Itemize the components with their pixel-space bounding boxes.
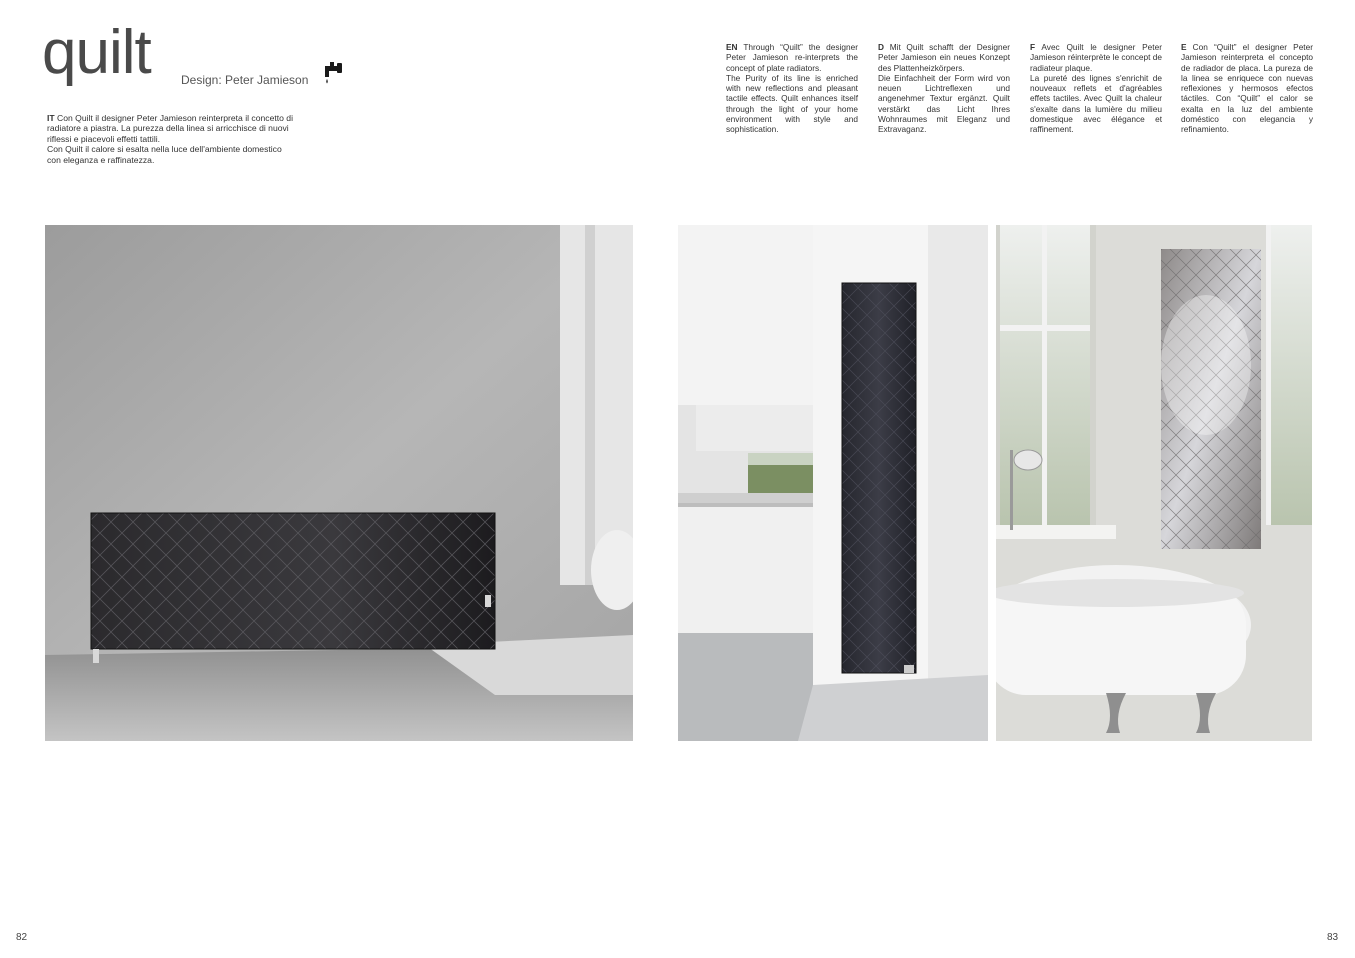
lang-code: EN — [726, 42, 738, 52]
column-text-2: The Purity of its line is enriched with new reflections and pleasant tactile effects. Quilt enhances itself through the light of your home environment with style and sophistication. — [726, 72, 858, 135]
column-text-2: Die Einfachheit der Form wird von neuen Lichtreflexen und angenehmer Textur ergänzt. Quilt verstärkt das Licht Ihres Wohnraumes mit Eleganz und Extravaganz. — [878, 72, 1010, 135]
water-tap-icon — [321, 60, 345, 86]
intro-it — [47, 113, 297, 165]
intro-text: Con Quilt il designer Peter Jamieson reinterpreta il concetto di radiatore a piastra. La purezza della linea si arricchisce di nuovi riflessi e piacevoli effetti tattili. — [47, 113, 293, 144]
page-title: quilt — [42, 18, 151, 87]
designer-credit: Design: Peter Jamieson — [181, 73, 309, 87]
column-text: Avec Quilt le designer Peter Jamieson réinterprète le concept de radiateur plaque. — [1030, 42, 1162, 73]
column-text-2: La pureté des lignes s'enrichit de nouveaux reflets et d'agréables effets tactiles. Avec Quilt la chaleur s'exalte dans la lumière du milieu domestique avec élégance et raffinement. — [1030, 72, 1162, 135]
lang-code: F — [1030, 42, 1036, 52]
page-number-right: 83 — [1327, 932, 1339, 943]
column-text: Mit Quilt schafft der Designer Peter Jamieson ein neues Konzept des Plattenheizkörpers. — [878, 42, 1011, 73]
page-number-left: 82 — [16, 932, 28, 943]
column-text: Through “Quilt” the designer Peter Jamieson re-interprets the concept of plate radiators. — [726, 42, 859, 73]
text-column-es — [1181, 42, 1313, 135]
lang-code: IT — [47, 113, 55, 123]
photo-horizontal-radiator — [45, 225, 633, 741]
text-column-en — [726, 42, 858, 135]
lang-code: E — [1181, 42, 1187, 52]
intro-text-2: Con Quilt il calore si esalta nella luce dell'ambiente domestico con eleganza e raffinatezza. — [47, 144, 282, 165]
column-text: Con “Quilt” el designer Peter Jamieson reinterpreta el concepto de radiador de placa. La pureza de la linea se enriquece con nuevas reflexiones y hermosos efectos táctiles. Con “Quilt” el calor se exalta en la luz del ambiente doméstico con elegancia y refinamiento. — [1181, 42, 1313, 135]
text-column-fr — [1030, 42, 1162, 135]
photo-bathtub-radiator — [996, 225, 1312, 741]
photo-vertical-radiator — [678, 225, 988, 741]
lang-code: D — [878, 42, 884, 52]
text-column-de — [878, 42, 1010, 135]
